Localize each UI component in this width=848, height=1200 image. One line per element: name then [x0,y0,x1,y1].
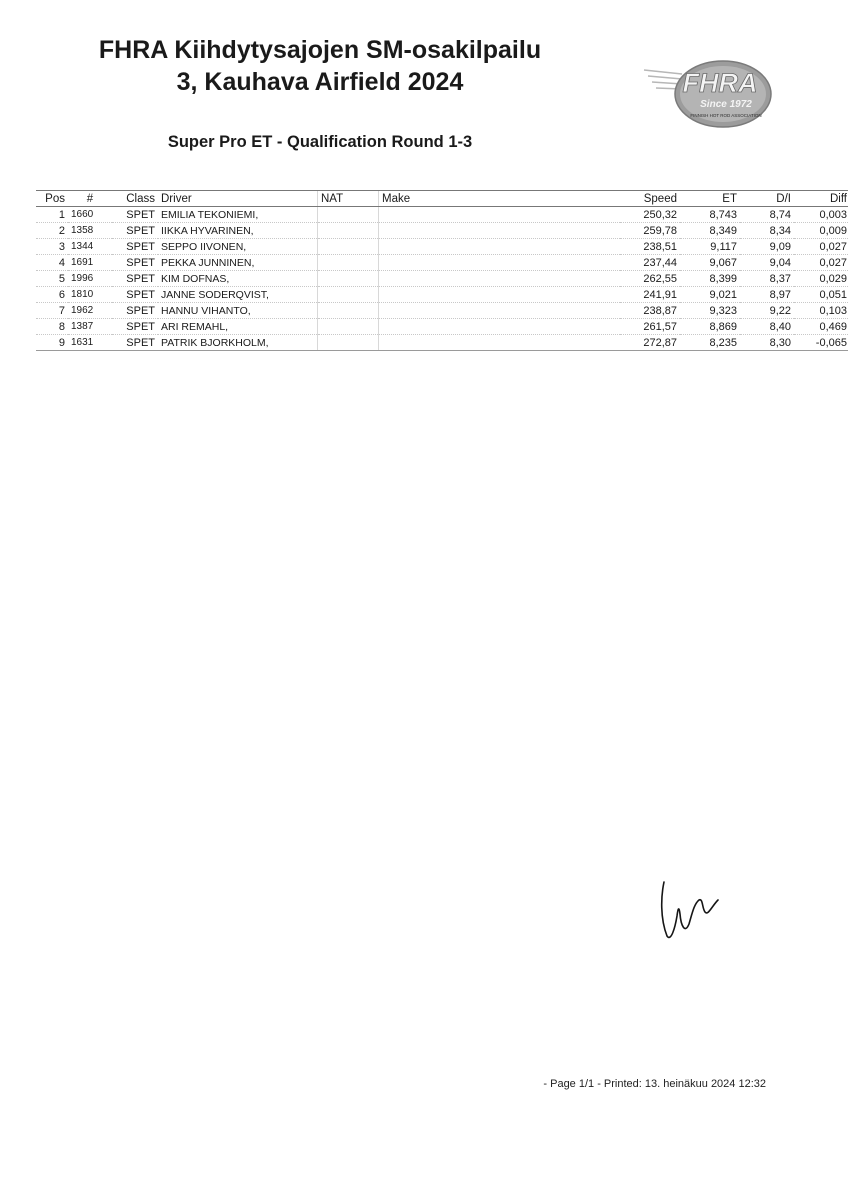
cell-et: 9,117 [680,239,740,255]
cell-number: 1344 [68,239,112,255]
cell-number: 1962 [68,303,112,319]
cell-diff: 0,009 [794,223,848,239]
table-row [36,207,848,223]
cell-class: SPET [112,239,158,255]
cell-di: 8,40 [740,319,794,335]
cell-pos: 8 [36,319,68,335]
cell-di: 8,37 [740,271,794,287]
cell-driver: JANNE SODERQVIST, [158,287,318,303]
table-header-row [36,191,848,207]
cell-di: 8,74 [740,207,794,223]
cell-make [379,335,621,351]
cell-speed: 238,87 [620,303,680,319]
cell-driver: HANNU VIHANTO, [158,303,318,319]
cell-class: SPET [112,207,158,223]
cell-driver: IIKKA HYVARINEN, [158,223,318,239]
column-header-nat: NAT [318,191,379,207]
column-header-pos: Pos [36,191,68,207]
cell-make [379,223,621,239]
cell-class: SPET [112,255,158,271]
cell-nat [318,335,379,351]
cell-number: 1996 [68,271,112,287]
cell-class: SPET [112,271,158,287]
cell-diff: 0,027 [794,255,848,271]
cell-diff: 0,027 [794,239,848,255]
table-row [36,239,848,255]
cell-pos: 7 [36,303,68,319]
cell-driver: ARI REMAHL, [158,319,318,335]
column-header-diff: Diff [794,191,848,207]
cell-driver: PATRIK BJORKHOLM, [158,335,318,351]
cell-et: 9,067 [680,255,740,271]
cell-speed: 259,78 [620,223,680,239]
cell-diff: 0,003 [794,207,848,223]
cell-nat [318,255,379,271]
cell-nat [318,239,379,255]
cell-diff: 0,051 [794,287,848,303]
title-line-2: 3, Kauhava Airfield 2024 [176,68,464,96]
cell-class: SPET [112,335,158,351]
cell-class: SPET [112,287,158,303]
cell-nat [318,223,379,239]
table-row [36,287,848,303]
cell-di: 9,09 [740,239,794,255]
cell-et: 8,869 [680,319,740,335]
cell-make [379,287,621,303]
cell-diff: 0,029 [794,271,848,287]
cell-make [379,319,621,335]
cell-di: 8,97 [740,287,794,303]
cell-nat [318,303,379,319]
cell-nat [318,319,379,335]
cell-number: 1660 [68,207,112,223]
document-title [30,34,610,98]
cell-driver: EMILIA TEKONIEMI, [158,207,318,223]
cell-pos: 9 [36,335,68,351]
column-header-et: ET [680,191,740,207]
cell-diff: 0,103 [794,303,848,319]
results-table [36,190,848,351]
svg-text:FHRA: FHRA [682,68,758,98]
table-subtitle: Super Pro ET - Qualification Round 1-3 [167,133,473,151]
cell-pos: 4 [36,255,68,271]
fhra-logo [642,58,772,130]
cell-speed: 241,91 [620,287,680,303]
cell-make [379,255,621,271]
column-header-speed: Speed [620,191,680,207]
cell-diff: -0,065 [794,335,848,351]
cell-pos: 2 [36,223,68,239]
cell-class: SPET [112,319,158,335]
column-header-class: Class [112,191,158,207]
cell-speed: 272,87 [620,335,680,351]
cell-driver: KIM DOFNAS, [158,271,318,287]
cell-pos: 5 [36,271,68,287]
cell-di: 8,30 [740,335,794,351]
cell-et: 9,323 [680,303,740,319]
svg-text:FINNISH HOT ROD ASSOCIATION: FINNISH HOT ROD ASSOCIATION [690,113,762,118]
cell-di: 9,04 [740,255,794,271]
page-footer: - Page 1/1 - Printed: 13. heinäkuu 2024 12:32 [543,1078,766,1090]
title-line-1: FHRA Kiihdytysajojen SM-osakilpailu [98,36,542,64]
cell-pos: 6 [36,287,68,303]
column-header-make: Make [379,191,621,207]
column-header-driver: Driver [158,191,318,207]
cell-driver: PEKKA JUNNINEN, [158,255,318,271]
cell-et: 9,021 [680,287,740,303]
cell-pos: 1 [36,207,68,223]
table-row [36,303,848,319]
cell-make [379,303,621,319]
cell-nat [318,207,379,223]
svg-text:Since 1972: Since 1972 [700,99,752,110]
table-row [36,335,848,351]
cell-et: 8,235 [680,335,740,351]
table-row [36,271,848,287]
cell-make [379,271,621,287]
cell-et: 8,349 [680,223,740,239]
cell-number: 1387 [68,319,112,335]
column-header-di: D/I [740,191,794,207]
cell-speed: 262,55 [620,271,680,287]
cell-diff: 0,469 [794,319,848,335]
cell-speed: 238,51 [620,239,680,255]
cell-nat [318,271,379,287]
table-row [36,255,848,271]
cell-et: 8,399 [680,271,740,287]
cell-speed: 237,44 [620,255,680,271]
cell-class: SPET [112,303,158,319]
cell-di: 8,34 [740,223,794,239]
cell-speed: 250,32 [620,207,680,223]
cell-di: 9,22 [740,303,794,319]
table-row [36,223,848,239]
cell-nat [318,287,379,303]
cell-number: 1631 [68,335,112,351]
table-row [36,319,848,335]
cell-make [379,239,621,255]
cell-make [379,207,621,223]
column-header-number: # [68,191,112,207]
cell-number: 1358 [68,223,112,239]
cell-number: 1691 [68,255,112,271]
cell-class: SPET [112,223,158,239]
cell-driver: SEPPO IIVONEN, [158,239,318,255]
cell-number: 1810 [68,287,112,303]
cell-pos: 3 [36,239,68,255]
cell-speed: 261,57 [620,319,680,335]
handwritten-signature [655,876,730,944]
cell-et: 8,743 [680,207,740,223]
